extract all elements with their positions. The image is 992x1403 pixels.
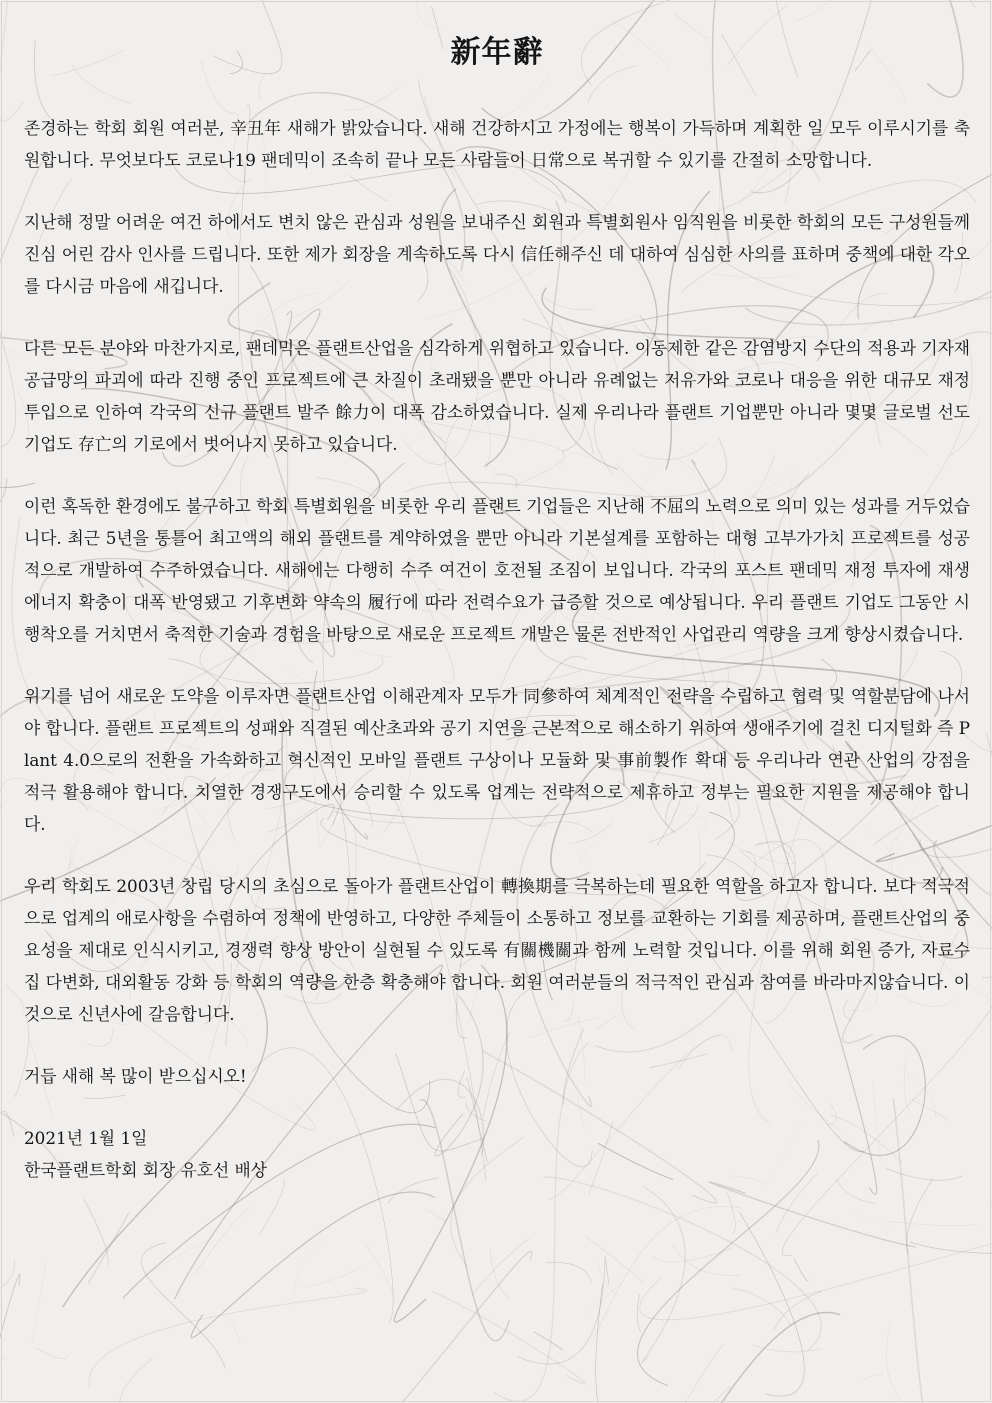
paragraph-society-role: 우리 학회도 2003년 창립 당시의 초심으로 돌아가 플랜트산업이 轉換期를 극복하는데 필요한 역할을 하고자 합니다. 보다 적극적으로 업계의 애로사항을 수렴하여 정책에 반영하고, 다양한 주체들이 소통하고 정보를 교환하는 기회를 제공하며, 플랜트산업의 중요성을 제대로 인식시키고, 경쟁력 향상 방안이 실현될 수 있도록 有關機關과 함께 노력할 것입니다. 이를 위해 회원 증가, 자료수집 다변화, 대외활동 강화 등 학회의 역량을 한층 확충해야 합니다. 회원 여러분들의 적극적인 관심과 참여를 바라마지않습니다. 이것으로 신년사에 갈음합니다. — [24, 876, 970, 1024]
paragraph-pandemic-impact: 다른 모든 분야와 마찬가지로, 팬데믹은 플랜트산업을 심각하게 위협하고 있습니다. 이동제한 같은 감염방지 수단의 적용과 기자재 공급망의 파괴에 따라 진행 중인 프로젝트에 큰 차질이 초래됐을 뿐만 아니라 유례없는 저유가와 코로나 대응을 위한 대규모 재정 투입으로 인하여 각국의 신규 플랜트 발주 餘力이 대폭 감소하였습니다. 실제 우리나라 플랜트 기업뿐만 아니라 몇몇 글로벌 선도기업도 存亡의 기로에서 벗어나지 못하고 있습니다. — [24, 338, 970, 454]
letter-date: 2021년 1월 1일 — [24, 1128, 148, 1148]
page-title: 新年辭 — [450, 35, 544, 70]
letter-body — [24, 30, 970, 1186]
paragraph-thanks: 지난해 정말 어려운 여건 하에서도 변치 않은 관심과 성원을 보내주신 회원과 특별회원사 임직원을 비롯한 학회의 모든 구성원들께 진심 어린 감사 인사를 드립니다. 또한 제가 회장을 계속하도록 다시 信任해주신 데 대하여 심심한 사의를 표하며 중책에 대한 각오를 다시금 마음에 새깁니다. — [24, 212, 970, 296]
paragraph-strategy: 위기를 넘어 새로운 도약을 이루자면 플랜트산업 이해관계자 모두가 同參하여 체계적인 전략을 수립하고 협력 및 역할분담에 나서야 합니다. 플랜트 프로젝트의 성패와 직결된 예산초과와 공기 지연을 근본적으로 해소하기 위하여 생애주기에 걸친 디지털화 즉 Plant 4.0으로의 전환을 가속화하고 혁신적인 모바일 플랜트 구상이나 모듈화 및 事前製作 확대 등 우리나라 연관 산업의 강점을 적극 활용해야 합니다. 치열한 경쟁구도에서 승리할 수 있도록 업계는 전략적으로 제휴하고 정부는 필요한 지원을 제공해야 합니다. — [24, 686, 970, 834]
paragraph-achievements: 이런 혹독한 환경에도 불구하고 학회 특별회원을 비롯한 우리 플랜트 기업들은 지난해 不屈의 노력으로 의미 있는 성과를 거두었습니다. 최근 5년을 통틀어 최고액의 해외 플랜트를 계약하였을 뿐만 아니라 기본설계를 포함하는 대형 고부가가치 프로젝트를 성공적으로 개발하여 수주하였습니다. 새해에는 다행히 수주 여건이 호전될 조짐이 보입니다. 각국의 포스트 팬데믹 재정 투자에 재생에너지 확충이 대폭 반영됐고 기후변화 약속의 履行에 따라 전력수요가 급증할 것으로 예상됩니다. 우리 플랜트 기업도 그동안 시행착오를 거치면서 축적한 기술과 경험을 바탕으로 새로운 프로젝트 개발은 물론 전반적인 사업관리 역량을 크게 향상시켰습니다. — [24, 496, 970, 644]
closing-wish: 거듭 새해 복 많이 받으십시오! — [24, 1066, 247, 1086]
letter-signature: 한국플랜트학회 회장 유호선 배상 — [24, 1160, 267, 1180]
paragraph-greeting: 존경하는 학회 회원 여러분, 辛丑年 새해가 밝았습니다. 새해 건강하시고 가정에는 행복이 가득하며 계획한 일 모두 이루시기를 축원합니다. 무엇보다도 코로나19 팬데믹이 조속히 끝나 모든 사람들이 日常으로 복귀할 수 있기를 간절히 소망합니다. — [24, 118, 970, 170]
